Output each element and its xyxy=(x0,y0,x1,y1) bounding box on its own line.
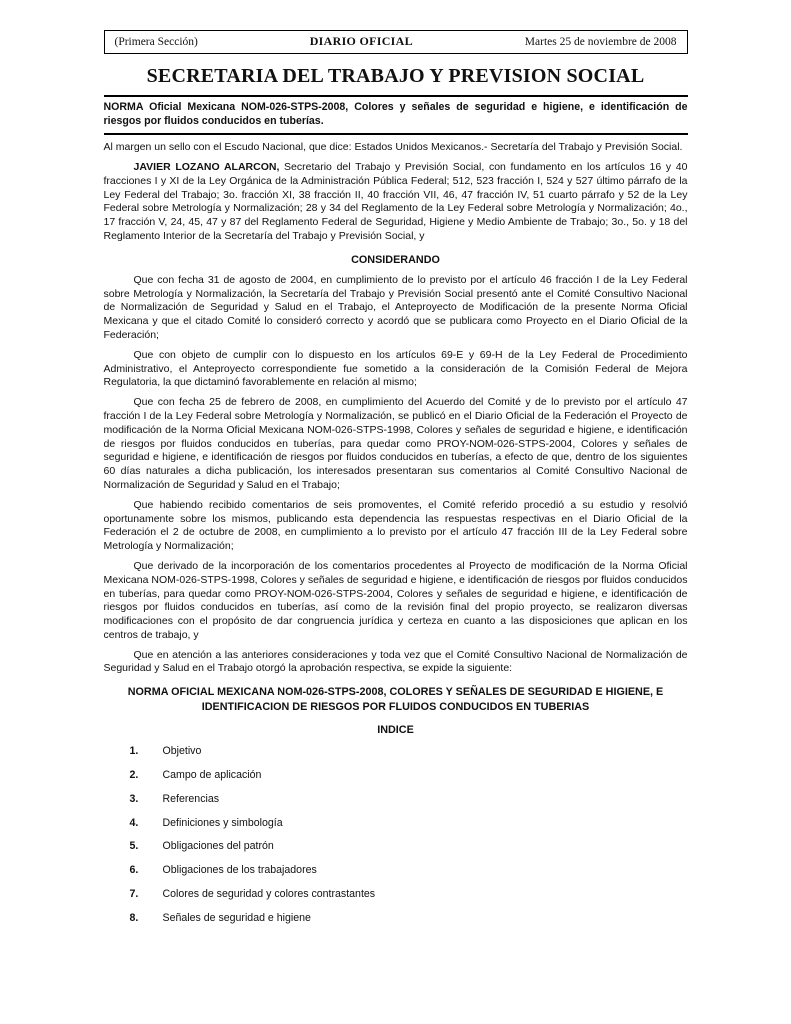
issue-date: Martes 25 de noviembre de 2008 xyxy=(524,36,677,48)
indice-item xyxy=(130,840,688,854)
paragraph-al-margen: Al margen un sello con el Escudo Nacional, que dice: Estados Unidos Mexicanos.- Secretaría del Trabajo y Previsión Social. xyxy=(103,141,683,154)
indice-item xyxy=(130,745,688,759)
considerando-paragraph-6: Que en atención a las anteriores consideraciones y toda vez que el Comité Consultivo Nacional de Normalización de Seguridad y Salud en el Trabajo otorgó la aprobación respectiva, se expide la siguiente: xyxy=(103,648,688,675)
indice-item-label: Objetivo xyxy=(162,745,202,758)
indice-item xyxy=(130,864,688,878)
indice-item-number: 6. xyxy=(129,864,139,877)
considerando-paragraph-1: Que con fecha 31 de agosto de 2004, en cumplimiento de lo previsto por el artículo 46 fracción I de la Ley Federal sobre Metrología y Normalización, la Secretaría del Trabajo y Previsión Social presentó ante el Comité Consultivo Nacional de Normalización de Seguridad y Salud en el Trabajo, el Anteproyecto de Modificación de la presente Norma Oficial Mexicana y que el citado Comité lo consideró correcto y acordó que se publicara como Proyecto en el Diario Oficial de la Federación; xyxy=(103,273,688,341)
running-header xyxy=(104,30,688,54)
indice-item-number: 2. xyxy=(129,769,139,782)
indice-item-label: Definiciones y simbología xyxy=(162,816,283,829)
indice-item-number: 8. xyxy=(129,911,139,924)
indice-list xyxy=(104,745,688,925)
indice-item xyxy=(130,793,688,807)
header-section-label: (Primera Sección) xyxy=(114,36,198,48)
indice-item xyxy=(130,912,688,926)
indice-item-label: Obligaciones del patrón xyxy=(162,840,274,853)
journal-name: DIARIO OFICIAL xyxy=(309,34,413,48)
norma-banner: NORMA Oficial Mexicana NOM-026-STPS-2008, Colores y señales de seguridad e higiene, e identificación de riesgos por fluidos conducidos en tuberías. xyxy=(104,95,688,135)
indice-item-number: 7. xyxy=(129,888,139,901)
indice-item-number: 3. xyxy=(129,792,139,805)
indice-item-label: Obligaciones de los trabajadores xyxy=(162,864,317,877)
indice-item-number: 1. xyxy=(129,745,139,758)
heading-indice: INDICE xyxy=(377,724,414,737)
indice-item xyxy=(130,817,688,831)
indice-item-label: Campo de aplicación xyxy=(162,769,262,782)
considerando-paragraph-3: Que con fecha 25 de febrero de 2008, en cumplimiento del Acuerdo del Comité y de lo previsto por el artículo 47 fracción I de la Ley Federal sobre Metrología y Normalización, se publicó en el Diario Oficial de la Federación el Proyecto de modificación de la Norma Oficial Mexicana NOM-026-STPS-1998, Colores y señales de seguridad e higiene, e identificación de riesgos por fluidos conducidos en tuberías, para quedar como PROY-NOM-026-STPS-2004, Colores y señales de seguridad e higiene, e identificación de riesgos por fluidos conducidos en tuberías, a efecto de que, dentro de los siguientes 60 días naturales a dicha publicación, los interesados presentaran sus comentarios al Comité Consultivo Nacional de Normalización de Seguridad y Salud en el Trabajo; xyxy=(103,396,688,491)
paragraph-signer xyxy=(104,161,688,244)
considerando-paragraph-5: Que derivado de la incorporación de los comentarios procedentes al Proyecto de modificación de la Norma Oficial Mexicana NOM-026-STPS-1998, Colores y señales de seguridad e higiene, e identificación de riesgos por fluidos conducidos en tuberías, para quedar como PROY-NOM-026-STPS-2004, Colores y señales de seguridad e higiene, e identificación de riesgos por fluidos conducidos en tuberías, así como de la revisión final del propio proyecto, se realizaron diversas modificaciones con el propósito de dar congruencia jurídica y certeza en cuanto a las disposiciones que aplican en los centros de trabajo, y xyxy=(103,559,688,641)
indice-item xyxy=(130,769,688,783)
heading-considerando: CONSIDERANDO xyxy=(351,253,440,266)
signer-name: JAVIER LOZANO ALARCON, xyxy=(133,160,280,173)
considerando-paragraph-2: Que con objeto de cumplir con lo dispuesto en los artículos 69-E y 69-H de la Ley Federal de Procedimiento Administrativo, el Anteproyecto correspondiente fue sometido a la consideración de la Comisión Federal de Mejora Regulatoria, la que dictaminó favorablemente en relación al mismo; xyxy=(103,348,688,389)
indice-item-number: 4. xyxy=(129,816,139,829)
page-content xyxy=(104,0,688,926)
signer-text: Secretario del Trabajo y Previsión Social, con fundamento en los artículos 16 y 40 fracciones I y XI de la Ley Orgánica de la Administración Pública Federal; 512, 523 fracción I, 524 y 527 último párrafo de la Ley Federal del Trabajo; 3o. fracción XI, 38 fracción II, 40 fracción VII, 46, 47 fracción IV, 51 cuarto párrafo y 52 de la Ley Federal sobre Metrología y Normalización; 28 y 34 del Reglamento de la Ley Federal sobre Metrología y Normalización; 4o., 17 fracción V, 24, 45, 47 y 87 del Reglamento Federal de Seguridad, Higiene y Medio Ambiente de Trabajo; 3o., 5o. y 18 del Reglamento Interior de la Secretaría del Trabajo y Previsión Social, y xyxy=(103,160,688,242)
secretaria-title: SECRETARIA DEL TRABAJO Y PREVISION SOCIAL xyxy=(146,65,645,87)
indice-item xyxy=(130,888,688,902)
indice-item-label: Señales de seguridad e higiene xyxy=(162,911,311,924)
heading-norma-title: NORMA OFICIAL MEXICANA NOM-026-STPS-2008, COLORES Y SEÑALES DE SEGURIDAD E HIGIENE, E IDENTIFICACION DE RIESGOS POR FLUIDOS CONDUCIDOS EN TUBERIAS xyxy=(127,686,664,713)
indice-item-label: Colores de seguridad y colores contrastantes xyxy=(162,888,376,901)
considerando-paragraph-4: Que habiendo recibido comentarios de seis promoventes, el Comité referido procedió a su estudio y resolvió oportunamente sobre los mismos, publicando esta dependencia las respuestas respectivas en el Diario Oficial de la Federación el 2 de octubre de 2008, en cumplimiento a lo previsto por el artículo 47 fracción III de la Ley Federal sobre Metrología y Normalización; xyxy=(103,498,688,553)
indice-item-number: 5. xyxy=(129,840,139,853)
indice-item-label: Referencias xyxy=(162,792,220,805)
